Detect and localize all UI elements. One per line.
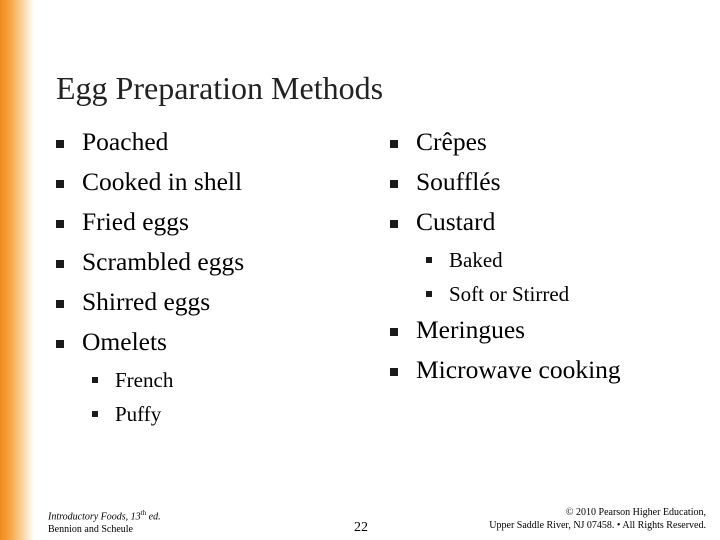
slide-title: Egg Preparation Methods: [56, 70, 384, 106]
square-bullet-icon: [390, 140, 398, 148]
square-bullet-icon: [56, 180, 64, 188]
square-bullet-icon: [56, 300, 64, 308]
footer-book-credit: [48, 507, 161, 536]
footer-copyright: [489, 506, 706, 532]
square-bullet-icon: [56, 220, 64, 228]
square-bullet-icon: [390, 180, 398, 188]
list-item-label: Meringues: [416, 315, 526, 344]
square-bullet-icon: [390, 328, 398, 336]
square-bullet-icon: [56, 140, 64, 148]
square-bullet-icon: [390, 220, 398, 228]
book-title: Introductory Foods, 13: [48, 511, 141, 523]
copyright-line-1: © 2010 Pearson Higher Education,: [565, 507, 706, 518]
square-bullet-icon: [426, 291, 432, 297]
book-edition-sup: th: [140, 509, 147, 517]
square-bullet-icon: [390, 368, 398, 376]
list-item-label: Microwave cooking: [416, 355, 621, 384]
square-bullet-icon: [56, 340, 64, 348]
footer-authors: Bennion and Scheule: [48, 524, 133, 536]
sub-list-item-label: French: [115, 368, 174, 392]
square-bullet-icon: [92, 377, 98, 383]
list-item-label: Soufflés: [416, 167, 501, 196]
list-item-label: Poached: [82, 127, 169, 156]
list-item-label: Omelets: [82, 327, 167, 356]
list-item-label: Crêpes: [416, 127, 487, 156]
slide-edge-accent: [0, 0, 34, 540]
copyright-line-2: Upper Saddle River, NJ 07458. • All Rights Reserved.: [489, 520, 706, 531]
list-item-label: Scrambled eggs: [82, 247, 245, 276]
sub-list-item-label: Puffy: [115, 402, 162, 426]
book-edition-suffix: ed.: [146, 511, 161, 523]
square-bullet-icon: [426, 257, 432, 263]
square-bullet-icon: [56, 260, 64, 268]
list-item-label: Custard: [416, 207, 496, 236]
sub-list-item-label: Baked: [449, 248, 503, 272]
list-item-label: Fried eggs: [82, 207, 189, 236]
square-bullet-icon: [92, 411, 98, 417]
footer-book-line: [48, 507, 161, 523]
page-number: 22: [354, 520, 368, 535]
list-item-label: Cooked in shell: [82, 167, 243, 196]
sub-list-item-label: Soft or Stirred: [449, 282, 570, 306]
list-item-label: Shirred eggs: [82, 287, 211, 316]
